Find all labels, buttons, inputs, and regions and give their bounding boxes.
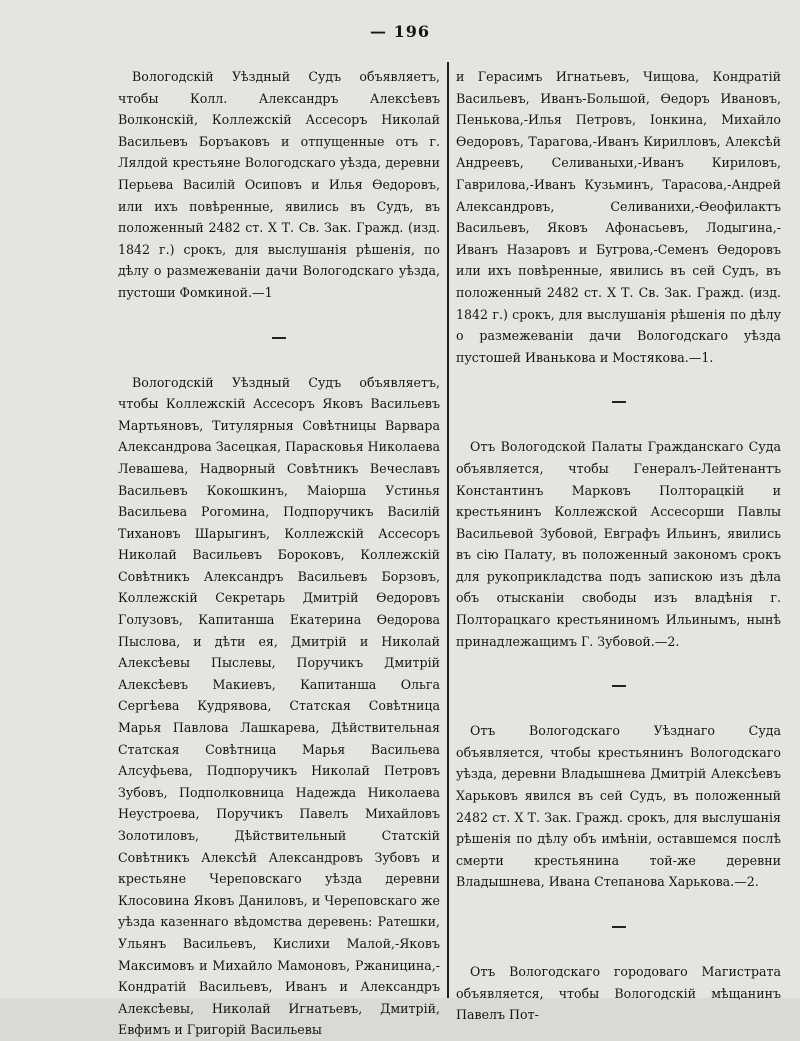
column-divider	[447, 62, 449, 998]
section-separator	[118, 331, 440, 345]
notice-paragraph: Отъ Вологодскаго городоваго Магистрата объявляется, чтобы Вологодскій мѣщанинъ Павелъ Пот-	[456, 964, 781, 1023]
notice-paragraph: Вологодскій Уѣздный Судъ объявляетъ, чтобы Колл. Александръ Алексѣевъ Волконскій, Коллежскій Ассесоръ Николай Васильевъ Боръаковъ и отпущенные отъ г. Лялдой крестьяне Вологодскаго уѣзда, деревни Перьева Василій Осиповъ и Илья Өедоровъ, или ихъ повѣренные, явились въ Судъ, въ положенный 2482 ст. Х Т. Св. Зак. Гражд. (изд. 1842 г.) срокъ, для выслушанія рѣшенія, по дѣлу о размежеваніи дачи Вологодскаго уѣзда, пустоши Фомкиной.—1	[118, 69, 440, 300]
left-column	[118, 66, 440, 1041]
section-separator	[456, 920, 781, 934]
page-number: — 196	[370, 22, 430, 41]
notice-paragraph: Вологодскій Уѣздный Судъ объявляетъ, чтобы Коллежскій Ассесоръ Яковъ Васильевъ Мартьяновъ, Титулярныя Совѣтницы Варвара Александрова Засецкая, Парасковья Николаева Левашева, Надворный Совѣтникъ Вечеславъ Васильевъ Кокошкинъ, Маіорша Устинья Васильева Рогомина, Подпоручикъ Василій Тихановъ Шарыгинъ, Коллежскій Ассесоръ Николай Васильевъ Бороковъ, Коллежскій Совѣтникъ Александръ Васильевъ Борзовъ, Коллежскій Секретарь Дмитрій Өедоровъ Голузовъ, Капитанша Екатерина Өедорова Пыслова, и дѣти ея, Дмитрій и Николай Алексѣевы Пыслевы, Поручикъ Дмитрій Алексѣевъ Макиевъ, Капитанша Ольга Сергѣева Кудрявова, Статская Совѣтница Марья Павлова Лашкарева, Дѣйствительная Статская Совѣтница Марья Васильева Алсуфьева, Подпоручикъ Николай Петровъ Зубовъ, Подполковница Надежда Николаева Неустроева, Поручикъ Павелъ Михайловъ Золотиловъ, Дѣйствительный Статскій Совѣтникъ Алексѣй Александровъ Зубовъ и крестьяне Череповскаго уѣзда деревни Клосовина Яковъ Даниловъ, и Череповскаго же уѣзда казеннаго вѣдомства деревень: Ратешки, Ульянъ Васильевъ, Кислихи Малой,-Яковъ Максимовъ и Михайло Мамоновъ, Ржаницина,-Кондратій Васильевъ, Иванъ и Александръ Алексѣевы, Николай Игнатьевъ, Дмитрій, Евфимъ и Григорій Васильевы	[118, 374, 440, 1038]
section-separator	[456, 679, 781, 693]
section-separator	[456, 395, 781, 409]
notice-paragraph-continued: и Герасимъ Игнатьевъ, Чищова, Кондратій Васильевъ, Иванъ-Большой, Өедоръ Ивановъ, Пенькова,-Илья Петровъ, Іонкина, Михайло Өедоровъ, Тарагова,-Иванъ Кирилловъ, Алексѣй Андреевъ, Селиваныхи,-Иванъ Кириловъ, Гаврилова,-Иванъ Кузьминъ, Тарасова,-Андрей Александровъ, Селиванихи,-Өеофилактъ Васильевъ, Яковъ Афонасьевъ, Лодыгина,- Иванъ Назаровъ и Бугрова,-Семенъ Өедоровъ или ихъ повѣренные, явились въ сей Судъ, въ положенный 2482 ст. Х Т. Св. Зак. Гражд. (изд. 1842 г.) срокъ, для выслушанія рѣшенія по дѣлу о размежеваніи дачи Вологодскаго уѣзда пустошей Иванькова и Мостякова.—1.	[456, 69, 781, 365]
notice-paragraph: Отъ Вологодскаго Уѣзднаго Суда объявляется, чтобы крестьянинъ Вологодскаго уѣзда, деревни Владышнева Дмитрій Алексѣевъ Харьковъ явился въ сей Судъ, въ положенный 2482 ст. Х Т. Зак. Гражд. срокъ, для выслушанія рѣшенія по дѣлу объ имѣніи, оставшемся послѣ смерти крестьянина той-же деревни Владышнева, Ивана Степанова Харькова.—2.	[456, 723, 781, 890]
notice-paragraph: Отъ Вологодской Палаты Гражданскаго Суда объявляется, чтобы Генералъ-Лейтенантъ Константинъ Марковъ Полторацкій и крестьянинъ Коллежской Ассесорши Павлы Васильевой Зубовой, Евграфъ Ильинъ, явились въ сію Палату, въ положенный закономъ срокъ для рукоприкладства подъ запискою изъ дѣла объ отысканіи свободы изъ владѣнія г. Полторацкаго крестьяниномъ Ильинымъ, нынѣ принадлежащимъ Г. Зубовой.—2.	[456, 439, 781, 649]
right-column	[456, 66, 781, 1026]
